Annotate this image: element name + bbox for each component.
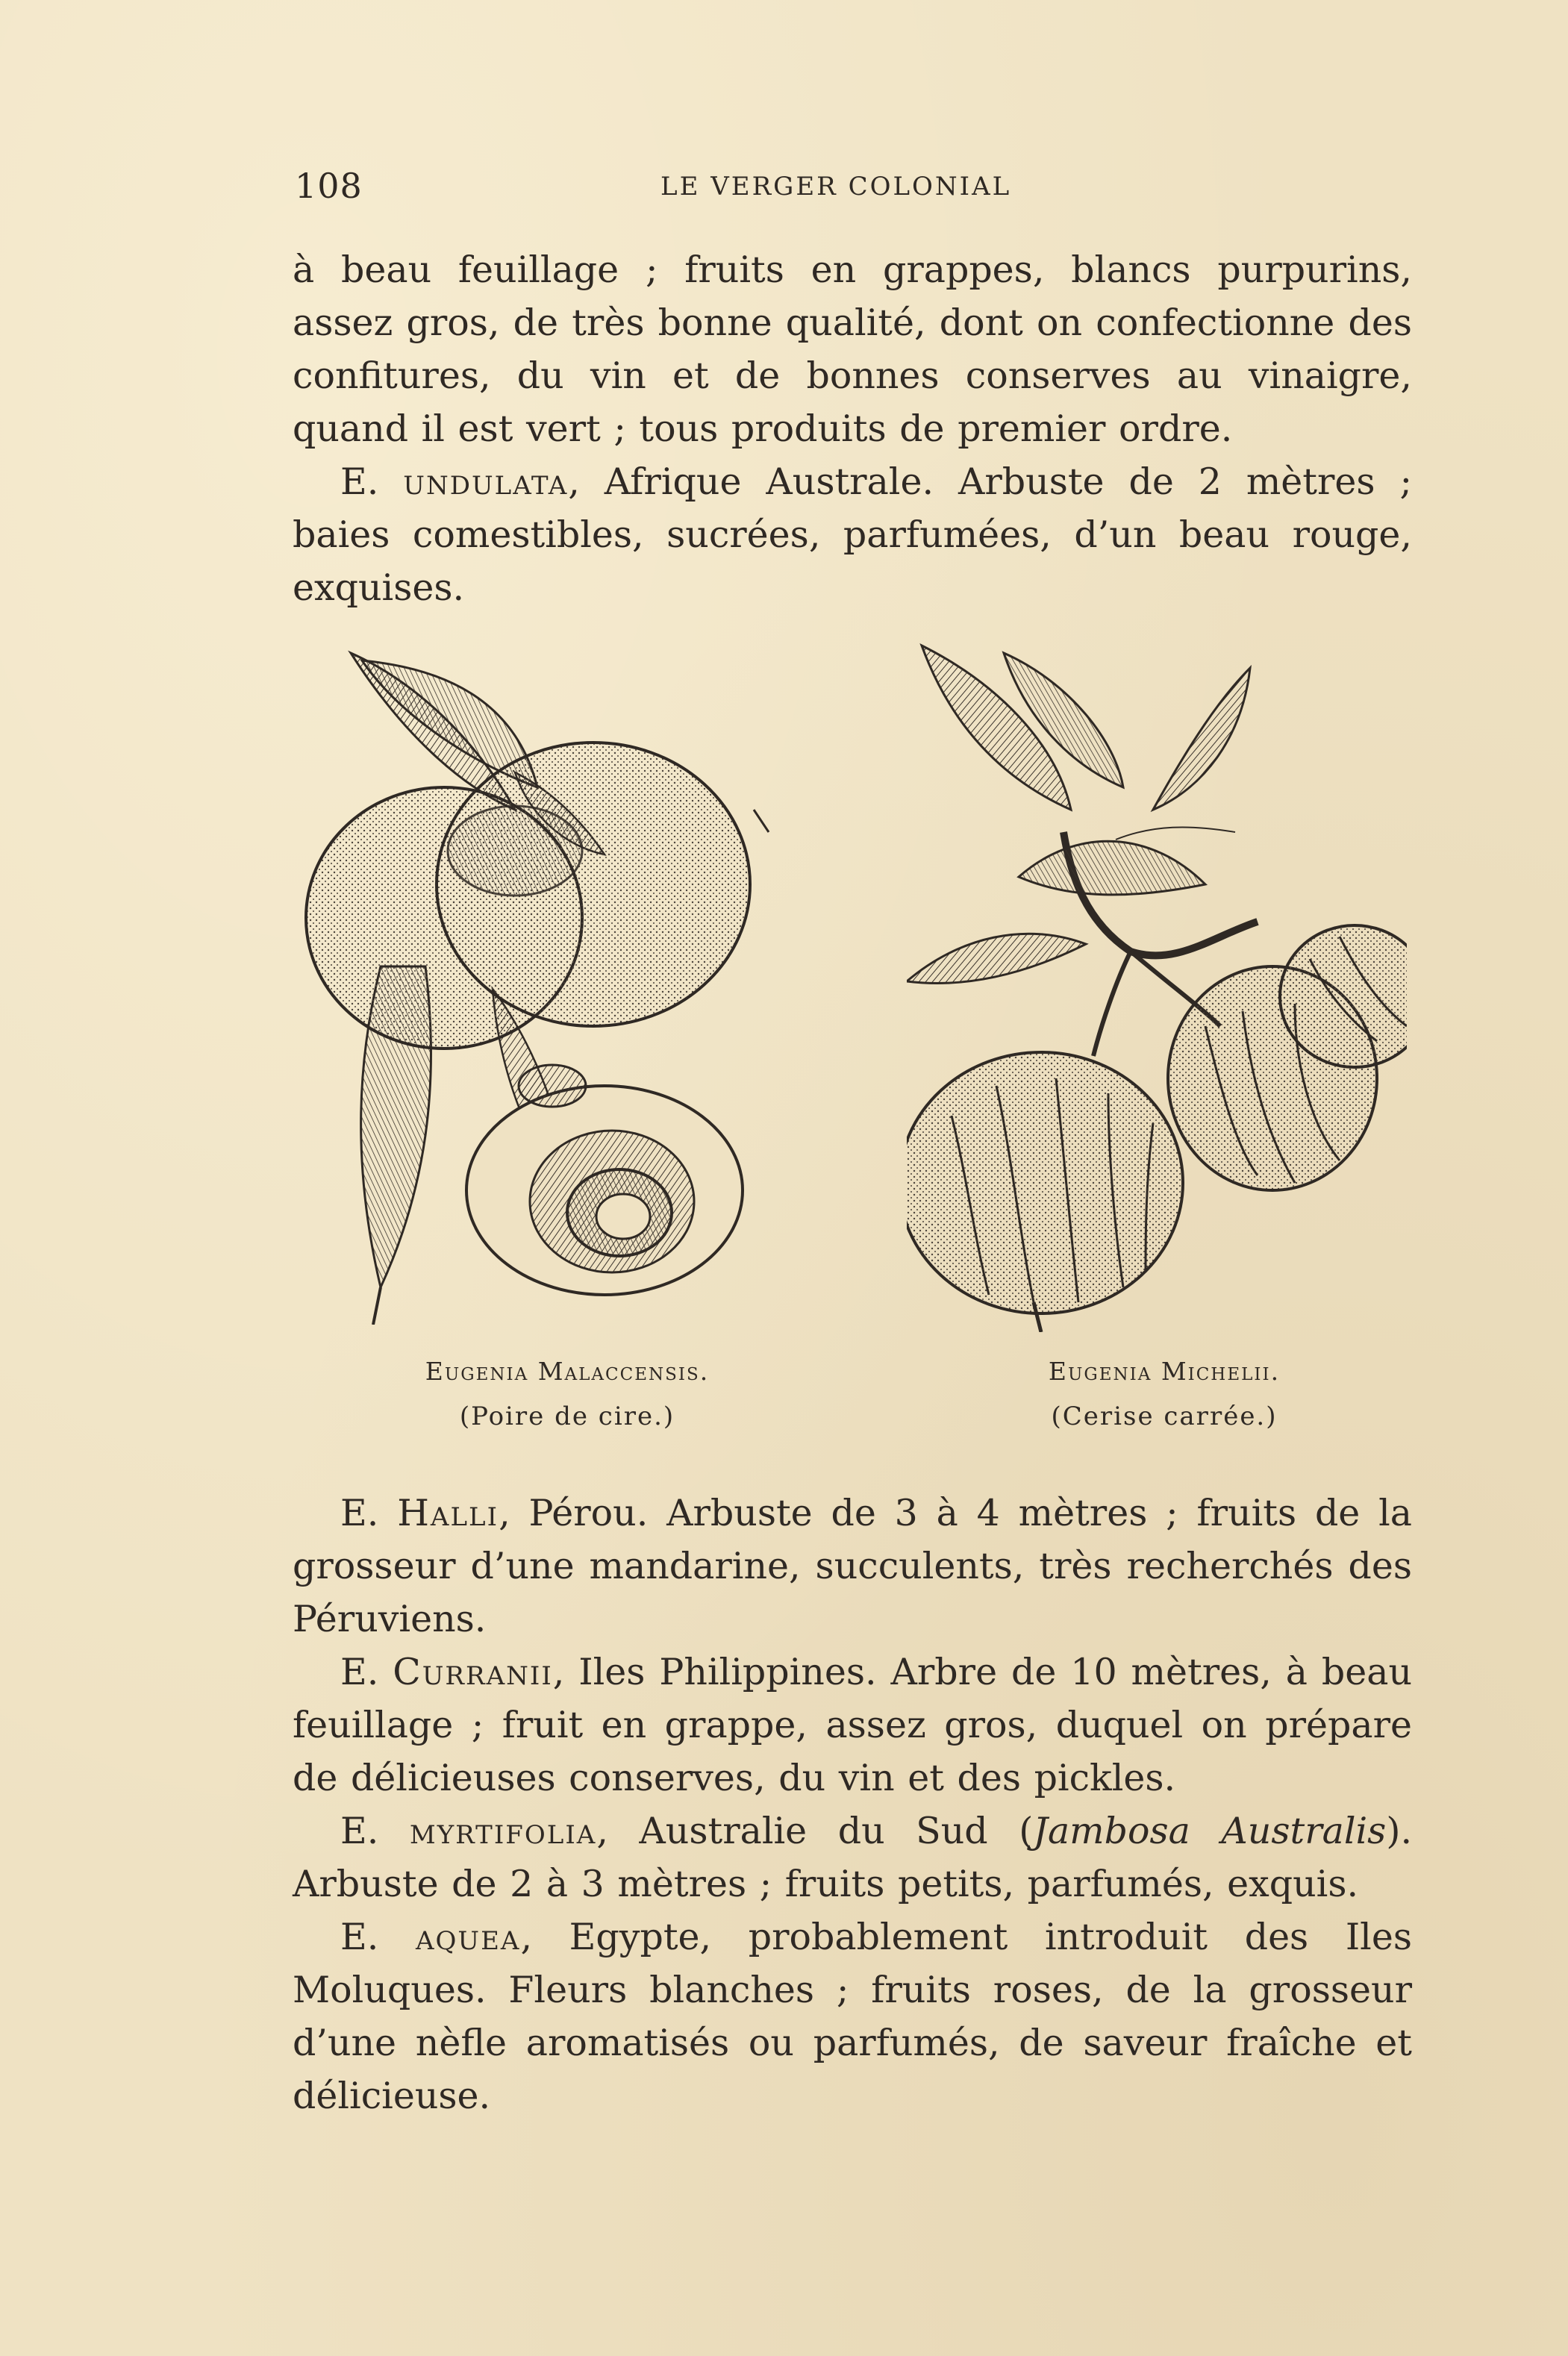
paragraph-halli: [293, 1487, 1412, 1646]
paragraph-text-after: ). Arbuste de 2 à 3 mètres ; fruits petits, parfumés, exquis.: [293, 1810, 1413, 1905]
species-name: myrtifolia: [409, 1810, 597, 1852]
paragraph-text: , Australie du Sud (: [596, 1810, 1034, 1852]
figure-caption-left: [328, 1349, 806, 1439]
paragraph-curranii: [293, 1646, 1412, 1805]
paragraph-text: , Pérou. Arbuste de 3 à 4 mètres ; fruits de la grosseur d’une mandarine, succulents, très recherchés des Péruviens.: [293, 1492, 1413, 1640]
caption-title: Eugenia Malaccensis.: [425, 1357, 710, 1386]
paragraph-lead: E.: [340, 1916, 379, 1958]
top-text-block: [293, 243, 1412, 614]
running-title: LE VERGER COLONIAL: [660, 172, 1012, 201]
paragraph-lead: E.: [340, 1492, 379, 1534]
paragraph-lead: E.: [340, 460, 379, 503]
paragraph-myrtifolia: [293, 1805, 1412, 1910]
running-head: [295, 166, 1414, 210]
paragraph-text: , Afrique Australe. Arbuste de 2 mètres ; baies comestibles, sucrées, parfumées, d’un beau rouge, exquises.: [293, 460, 1412, 609]
species-name: Halli: [397, 1492, 499, 1534]
paragraph-text: , Iles Philippines. Arbre de 10 mètres, à beau feuillage ; fruit en grappe, assez gros, duquel on prépare de délicieuses conserves, du vin et des pickles.: [293, 1651, 1412, 1799]
paragraph-undulata: [293, 455, 1412, 614]
eugenia-michelii-illustration: [907, 638, 1407, 1332]
paragraph-text: , Egypte, probablement introduit des Iles Moluques. Fleurs blanches ; fruits roses, de la grosseur d’une nèfle aromatisés ou parfumés, de saveur fraîche et délicieuse.: [293, 1916, 1412, 2117]
species-name: Curranii: [393, 1651, 553, 1693]
page-number: 108: [295, 166, 363, 206]
caption-title: Eugenia Michelii.: [1048, 1357, 1281, 1386]
species-name: undulata: [403, 460, 569, 503]
caption-subtitle: (Poire de cire.): [459, 1402, 675, 1431]
bottom-text-block: [293, 1487, 1412, 2122]
species-name: aquea: [415, 1916, 521, 1958]
caption-subtitle: (Cerise carrée.): [1051, 1402, 1278, 1431]
paragraph-aquea: [293, 1910, 1412, 2122]
figure-caption-right: [925, 1349, 1403, 1439]
paragraph-lead: E.: [340, 1651, 379, 1693]
italic-name: Jambosa Australis: [1033, 1810, 1387, 1852]
eugenia-malaccensis-illustration: [291, 638, 784, 1325]
continued-paragraph: à beau feuillage ; fruits en grappes, blancs purpurins, assez gros, de très bonne qualité, dont on confectionne des confitures, du vin et de bonnes conserves au vinaigre, quand il est vert ; tous produits de premier ordre.: [293, 249, 1412, 450]
paragraph-lead: E.: [340, 1810, 379, 1852]
